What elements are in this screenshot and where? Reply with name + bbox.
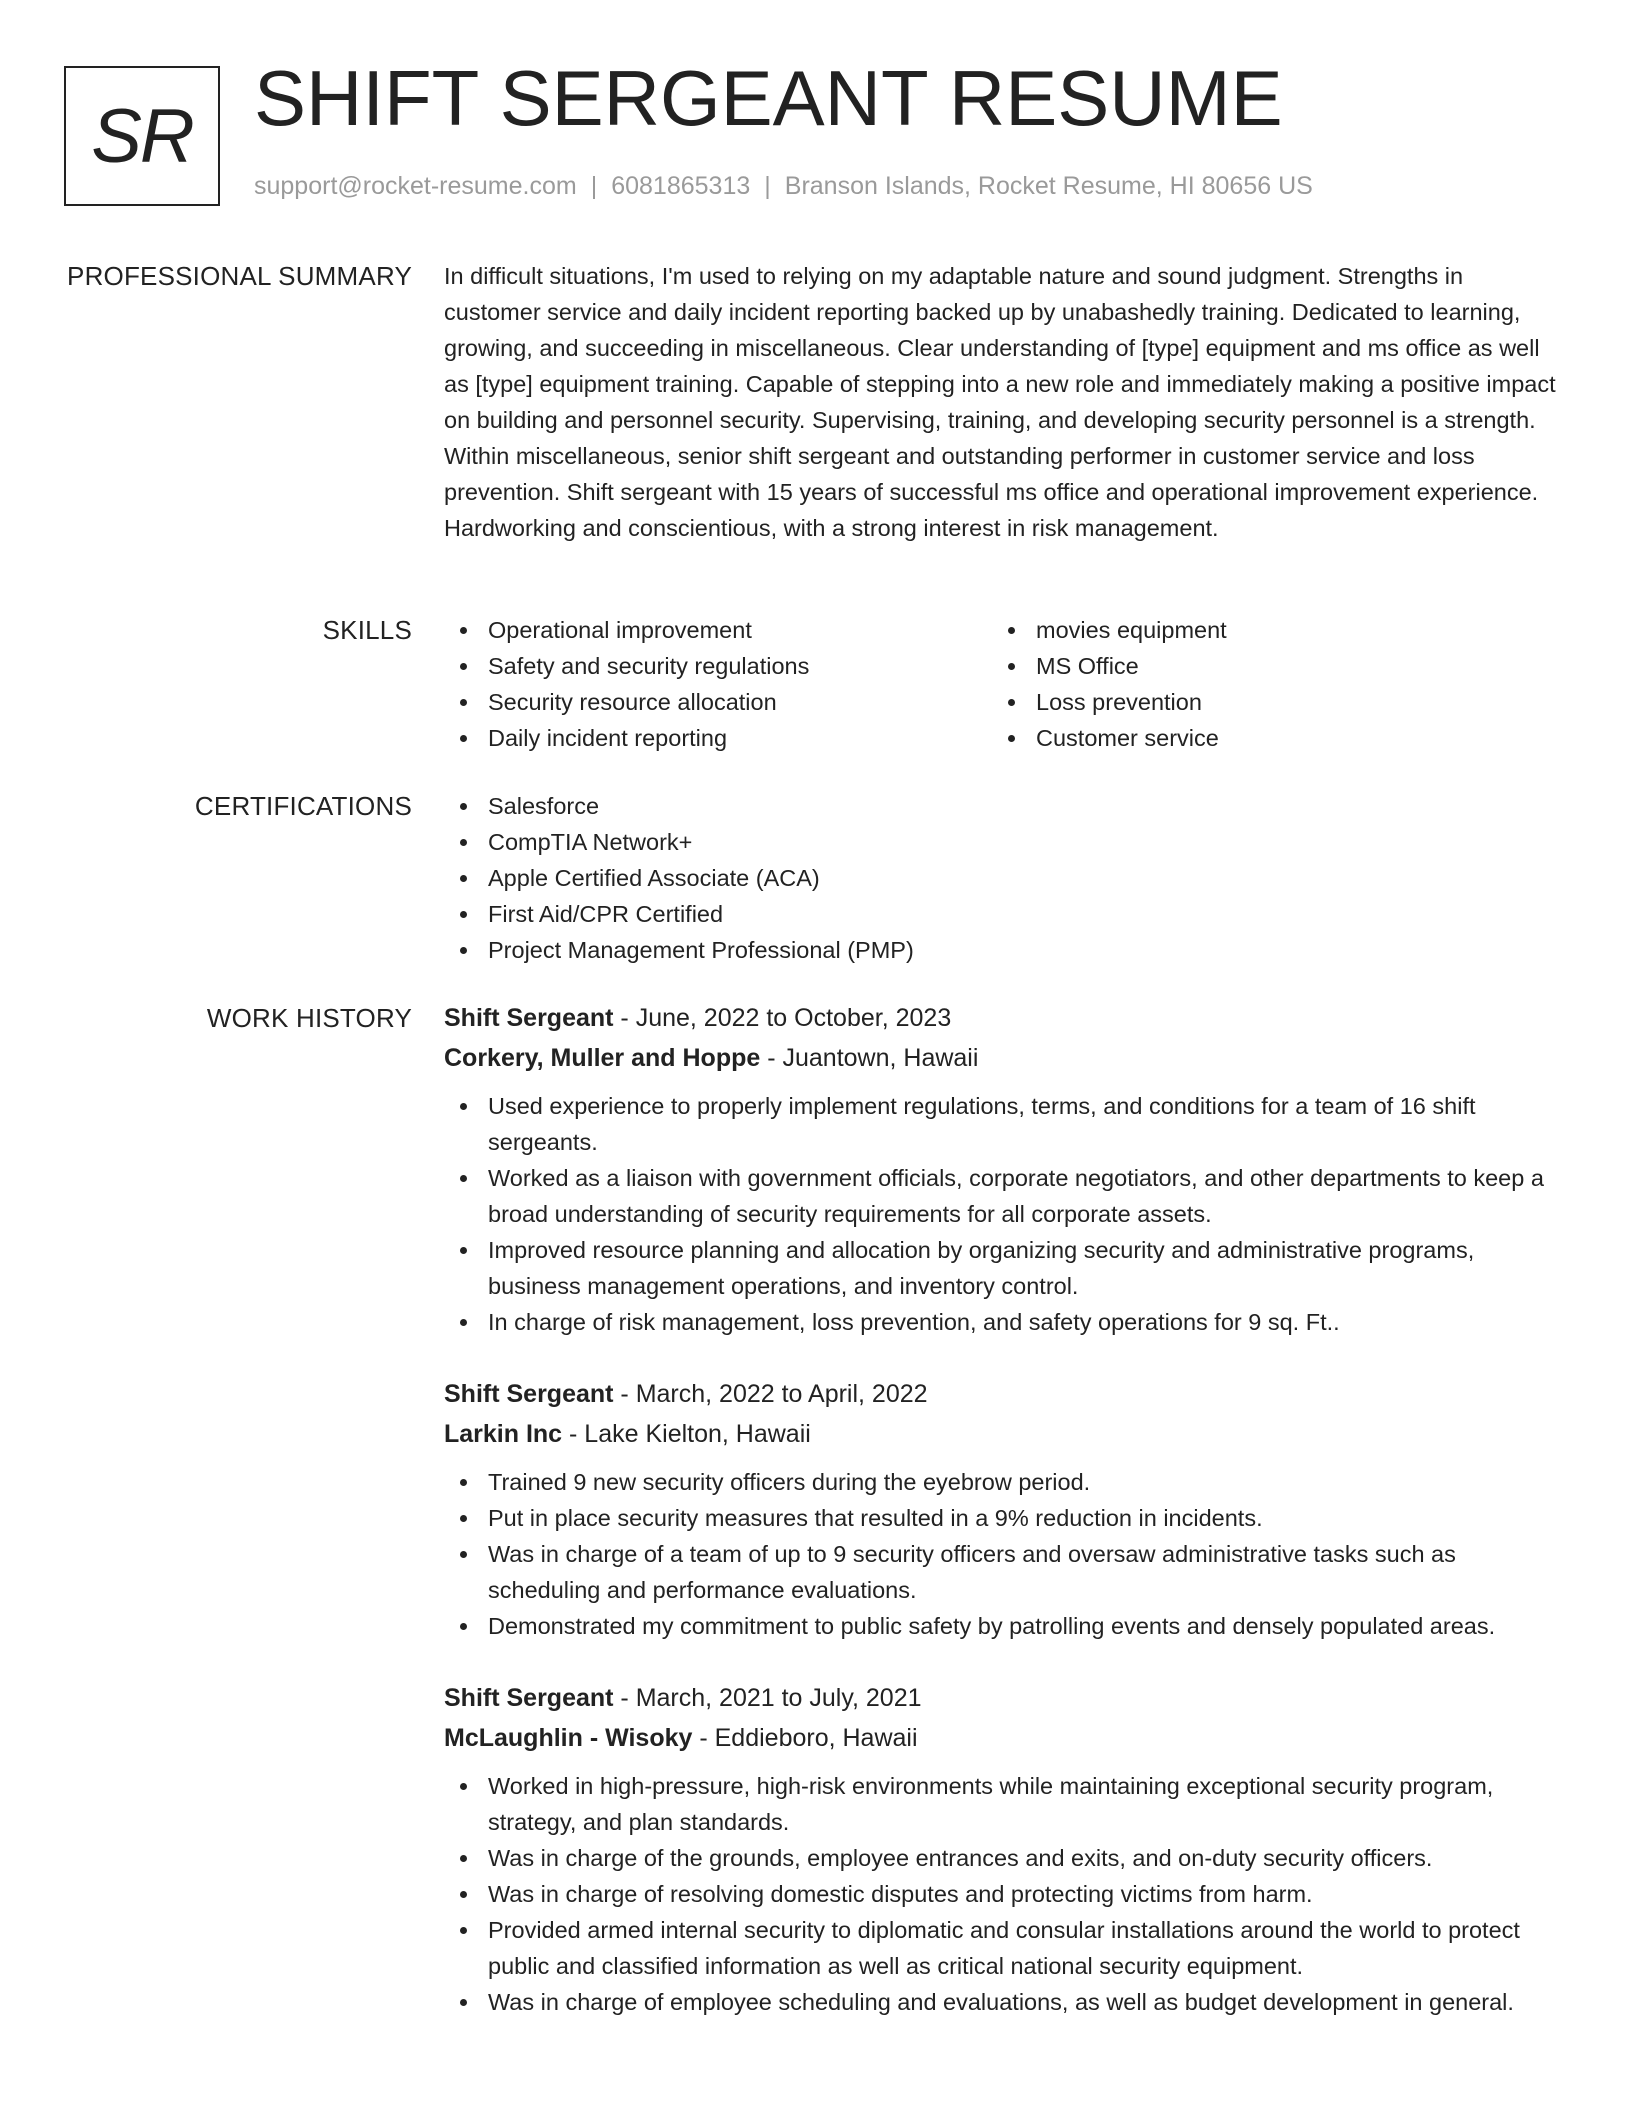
job-title-line [444, 998, 1564, 1038]
skill-item: Customer service [992, 720, 1540, 756]
job-duty-item: Demonstrated my commitment to public safety by patrolling events and densely populated areas. [444, 1608, 1564, 1644]
job-dates: - March, 2021 to July, 2021 [613, 1684, 922, 1712]
skill-item: Daily incident reporting [444, 720, 992, 756]
job-duty-item: Trained 9 new security officers during the eyebrow period. [444, 1464, 1564, 1500]
section-heading-work-history: WORK HISTORY [206, 1003, 412, 1033]
skill-item: MS Office [992, 648, 1540, 684]
job-company-line [444, 1718, 1564, 1758]
skill-item: movies equipment [992, 612, 1540, 648]
certification-item: CompTIA Network+ [444, 824, 1564, 860]
job-title: Shift Sergeant [444, 1380, 614, 1408]
skill-item: Loss prevention [992, 684, 1540, 720]
job-duty-item: Worked in high-pressure, high-risk environments while maintaining exceptional security program, strategy, and plan standards. [444, 1768, 1564, 1840]
job-duty-item: Put in place security measures that resulted in a 9% reduction in incidents. [444, 1500, 1564, 1536]
job-entry [444, 1678, 1564, 2020]
section-heading-skills: SKILLS [322, 615, 412, 645]
job-duty-item: In charge of risk management, loss prevention, and safety operations for 9 sq. Ft.. [444, 1304, 1564, 1340]
job-title-line [444, 1374, 1564, 1414]
job-location: - Lake Kielton, Hawaii [562, 1420, 811, 1448]
skills-list-left [444, 612, 992, 756]
certification-item: First Aid/CPR Certified [444, 896, 1564, 932]
contact-separator: | [764, 172, 771, 200]
job-duties-list [444, 1768, 1564, 2020]
job-title: Shift Sergeant [444, 1684, 614, 1712]
certification-item: Salesforce [444, 788, 1564, 824]
job-duty-item: Was in charge of a team of up to 9 security officers and oversaw administrative tasks such as scheduling and performance evaluations. [444, 1536, 1564, 1608]
skill-item: Security resource allocation [444, 684, 992, 720]
section-heading-certifications: CERTIFICATIONS [194, 791, 412, 821]
job-entry [444, 1374, 1564, 1644]
certification-item: Project Management Professional (PMP) [444, 932, 1564, 968]
contact-address: Branson Islands, Rocket Resume, HI 80656 US [784, 172, 1313, 200]
skills-list-right [992, 612, 1540, 756]
job-company: Corkery, Muller and Hoppe [444, 1044, 761, 1072]
contact-separator: | [590, 172, 598, 200]
job-duty-item: Was in charge of resolving domestic disputes and protecting victims from harm. [444, 1876, 1564, 1912]
job-location: - Eddieboro, Hawaii [692, 1724, 918, 1752]
job-duty-item: Improved resource planning and allocation by organizing security and administrative programs, business management operations, and inventory control. [444, 1232, 1564, 1304]
contact-email: support@rocket-resume.com [254, 172, 577, 200]
skills-columns [444, 612, 1564, 756]
job-duty-item: Used experience to properly implement regulations, terms, and conditions for a team of 16 shift sergeants. [444, 1088, 1564, 1160]
job-company: Larkin Inc [444, 1420, 563, 1448]
contact-line [254, 172, 1313, 201]
monogram-logo: SR [64, 66, 220, 206]
job-location: - Juantown, Hawaii [760, 1044, 979, 1072]
job-entry [444, 998, 1564, 1340]
job-title-line [444, 1678, 1564, 1718]
job-dates: - June, 2022 to October, 2023 [613, 1004, 952, 1032]
job-duty-item: Was in charge of the grounds, employee entrances and exits, and on-duty security officers. [444, 1840, 1564, 1876]
job-dates: - March, 2022 to April, 2022 [613, 1380, 928, 1408]
job-duties-list [444, 1464, 1564, 1644]
job-title: Shift Sergeant [444, 1004, 614, 1032]
summary-text: In difficult situations, I'm used to relying on my adaptable nature and sound judgment. Strengths in customer service and daily incident reporting backed up by unabashedly training. Dedicated to learning, growing, and succeeding in miscellaneous. Clear understanding of [type] equipment and ms office as well as [type] equipment training. Capable of stepping into a new role and immediately making a positive impact on building and personnel security. Supervising, training, and developing security personnel is a strength. Within miscellaneous, senior shift sergeant and outstanding performer in customer service and loss prevention. Shift sergeant with 15 years of successful ms office and operational improvement experience. Hardworking and conscientious, with a strong interest in risk management. [444, 263, 1556, 541]
skill-item: Operational improvement [444, 612, 992, 648]
job-company: McLaughlin - Wisoky [444, 1724, 693, 1752]
job-duty-item: Worked as a liaison with government officials, corporate negotiators, and other departments to keep a broad understanding of security requirements for all corporate assets. [444, 1160, 1564, 1232]
job-duty-item: Provided armed internal security to diplomatic and consular installations around the world to protect public and classified information as well as critical national security equipment. [444, 1912, 1564, 1984]
skill-item: Safety and security regulations [444, 648, 992, 684]
job-company-line [444, 1414, 1564, 1454]
certifications-list [444, 788, 1564, 968]
job-duty-item: Was in charge of employee scheduling and evaluations, as well as budget development in general. [444, 1984, 1564, 2020]
section-heading-summary: PROFESSIONAL SUMMARY [67, 261, 412, 291]
contact-phone: 6081865313 [611, 172, 751, 200]
job-duties-list [444, 1088, 1564, 1340]
job-company-line [444, 1038, 1564, 1078]
page-title: SHIFT SERGEANT RESUME [254, 54, 1283, 142]
certification-item: Apple Certified Associate (ACA) [444, 860, 1564, 896]
work-history-list [444, 998, 1564, 2054]
